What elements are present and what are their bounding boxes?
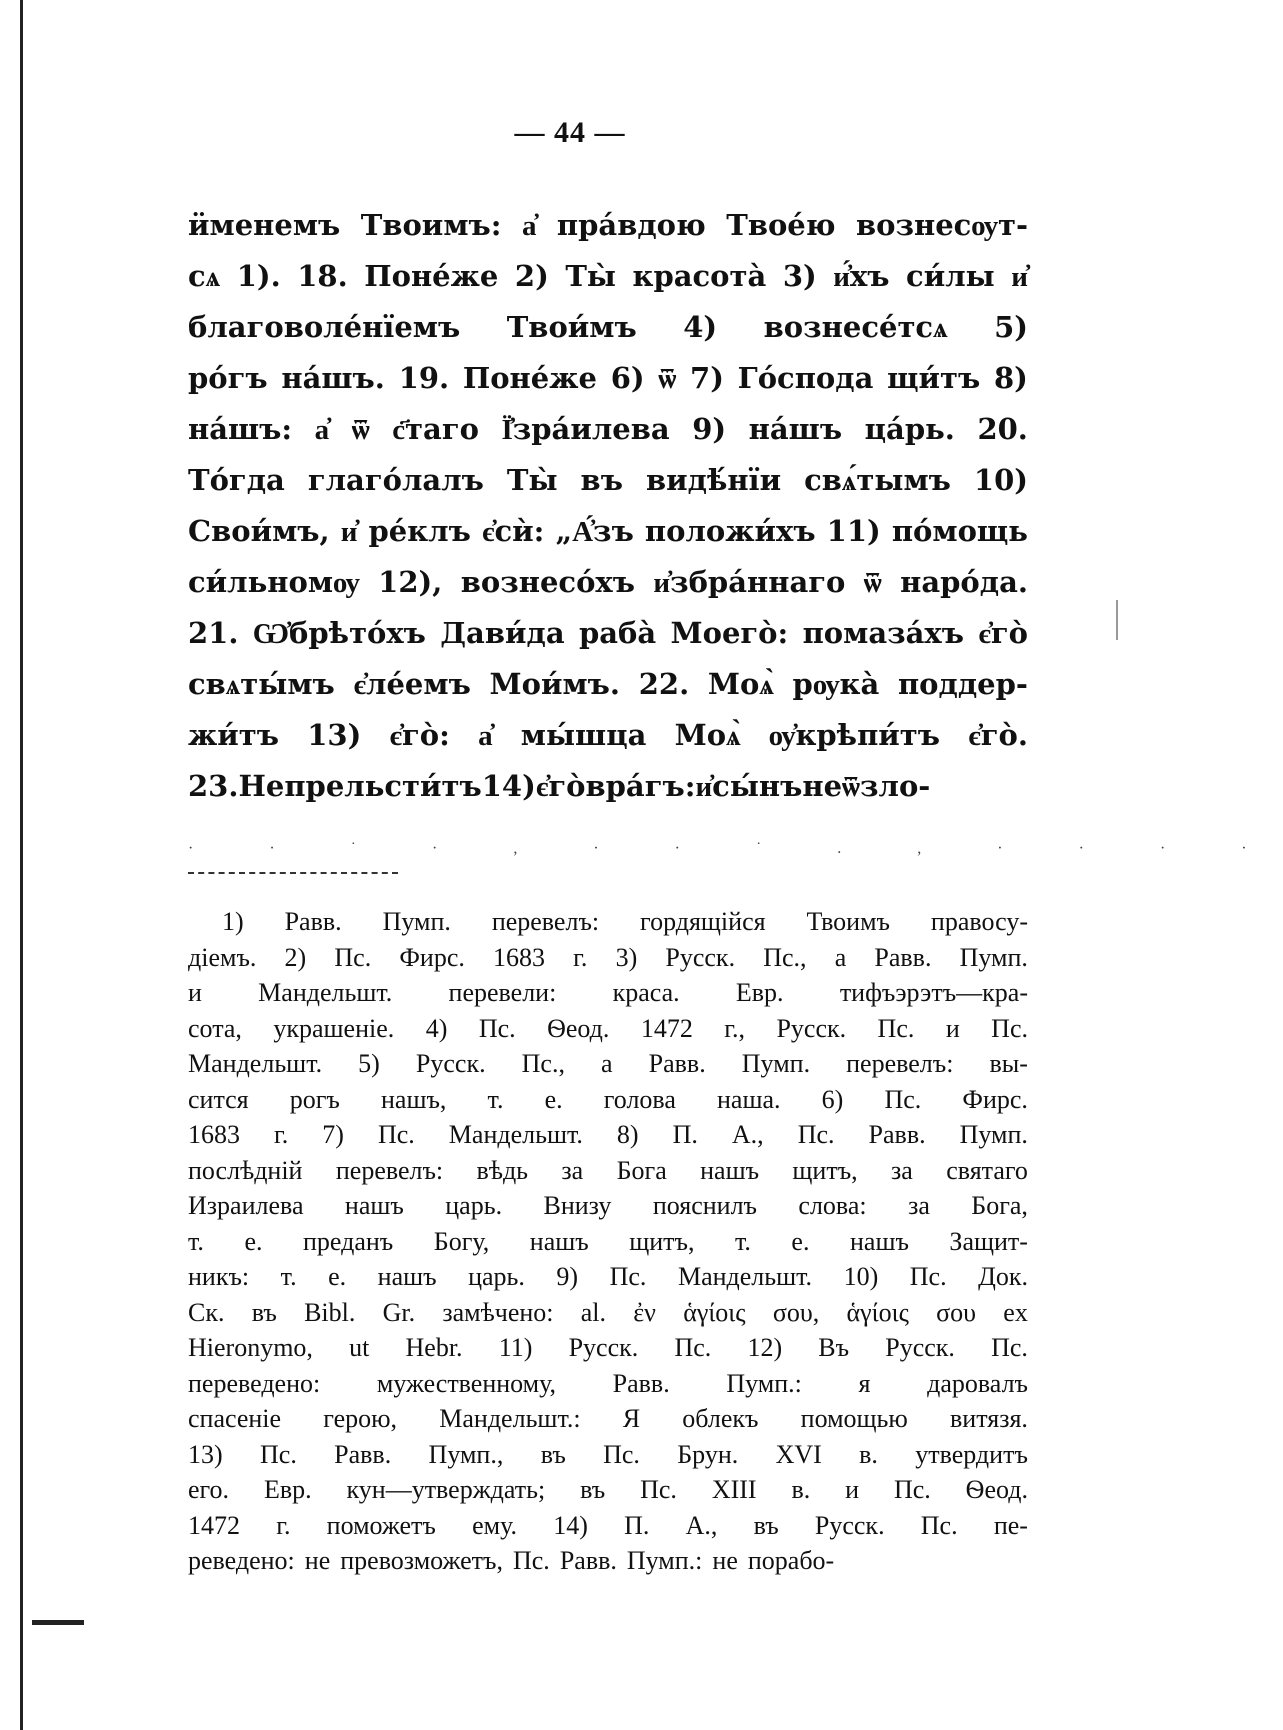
verse-line: То́гда глаго́лалъ Ты̀ въ видѣ́нїи свѧ́тымъ 10) bbox=[188, 463, 1028, 497]
verse-line: свѧты́мъ є҆ле́емъ Мои́мъ. 22. Моѧ̀ рѹка̀ поддер- bbox=[188, 667, 1028, 701]
footnote-line: послѣдній перевелъ: вѣдь за Бога нашъ щитъ, за святаго bbox=[188, 1155, 1028, 1185]
footnote-line: и Мандельшт. перевели: краса. Евр. тифъэрэтъ—кра- bbox=[188, 978, 1028, 1007]
verse-line: си́льномѹ 12), вознесо́хъ и҆збра́ннаго ѿ наро́да. bbox=[188, 565, 1028, 599]
verse-line: 23. Не прельсти́тъ 14) є҆го̀ вра́гъ: и҆ сы́нъ не ѿзло- bbox=[188, 769, 931, 803]
verse-line: 21. Ѡ҆брѣто́хъ Дави́да раба̀ Моего̀: помаза́хъ є҆го̀ bbox=[188, 616, 1028, 650]
scan-edge-mark bbox=[32, 1620, 84, 1625]
footnote-line: сота, украшеніе. 4) Пс. Ѳеод. 1472 г., Русск. Пс. и Пс. bbox=[188, 1013, 1028, 1043]
footnote-line: 1) Равв. Пумп. перевелъ: гордящійся Твоимъ правосу- bbox=[222, 907, 1028, 936]
verse-line: Свои́мъ, и҆ ре́клъ є҆сѝ: „А҆́зъ положи́хъ 11) по́мощь bbox=[188, 514, 1028, 548]
footnote-line: переведено: мужественному, Равв. Пумп.: я даровалъ bbox=[188, 1368, 1028, 1398]
footnote-line: 13) Пс. Равв. Пумп., въ Пс. Брун. XVI в. утвердитъ bbox=[188, 1439, 1028, 1469]
footnote-line: Израилева нашъ царь. Внизу пояснилъ слова: за Бога, bbox=[188, 1191, 1028, 1220]
verse-line: ӥменемъ Твоимъ: а҆ пра́вдою Твое́ю вознесѹт- bbox=[188, 208, 1028, 242]
footnote-line: т. е. преданъ Богу, нашъ щитъ, т. е. нашъ Защит- bbox=[188, 1226, 1028, 1256]
page-number: — 44 — bbox=[514, 116, 626, 149]
footnote-line: Ск. въ Bibl. Gr. замѣчено: al. ἐν ἁγίοις σου, ἁγίοις σου ex bbox=[188, 1297, 1028, 1327]
footnote-line: спасеніе герою, Мандельшт.: Я облекъ помощью витязя. bbox=[188, 1404, 1028, 1433]
footnote-line: Hieronymo, ut Hebr. 11) Русск. Пс. 12) Въ Русск. Пс. bbox=[188, 1333, 1028, 1362]
footnote-line: діемъ. 2) Пс. Фирс. 1683 г. 3) Русск. Пс., а Равв. Пумп. bbox=[188, 942, 1028, 972]
verse-line: жи́тъ 13) є҆го̀: а҆ мы́шца Моѧ̀ ѹ҆крѣпи́тъ є҆го̀. bbox=[188, 718, 1028, 752]
footnote-line: реведено: не превозможетъ, Пс. Равв. Пумп.: не порабо- bbox=[188, 1546, 835, 1575]
footnote-line: сится рогъ нашъ, т. е. голова наша. 6) Пс. Фирс. bbox=[188, 1084, 1028, 1114]
footnotes-block bbox=[188, 904, 1028, 1579]
verse-line: ро́гъ на́шъ. 19. Поне́же 6) ѿ 7) Го́спода щи́тъ 8) bbox=[188, 361, 1028, 395]
verse-line: сѧ 1). 18. Поне́же 2) Ты̀ красота̀ 3) и҆́хъ си́лы и҆ bbox=[188, 259, 1028, 293]
footnote-line: его. Евр. кун—утверждать; въ Пс. XIII в. и Пс. Ѳеод. bbox=[188, 1475, 1028, 1504]
footnote-line: 1683 г. 7) Пс. Мандельшт. 8) П. А., Пс. Равв. Пумп. bbox=[188, 1120, 1028, 1149]
footnote-divider bbox=[188, 872, 398, 874]
scan-edge-tick bbox=[1116, 600, 1118, 640]
footnote-line: 1472 г. поможетъ ему. 14) П. А., въ Русск. Пс. пе- bbox=[188, 1510, 1028, 1540]
footnote-line: никъ: т. е. нашъ царь. 9) Пс. Мандельшт. 10) Пс. Док. bbox=[188, 1262, 1028, 1291]
church-slavonic-verse-block bbox=[188, 200, 1028, 812]
verse-line: благоволе́нїемъ Твои́мъ 4) вознесе́тсѧ 5) bbox=[188, 310, 1028, 344]
verse-line: на́шъ: а҆ ѿ с҃таго Ї҆зра́илева 9) на́шъ ца́рь. 20. bbox=[188, 412, 1028, 446]
footnote-line: Мандельшт. 5) Русск. Пс., а Равв. Пумп. перевелъ: вы- bbox=[188, 1049, 1028, 1078]
scan-edge-line bbox=[20, 0, 23, 1730]
print-noise-marks: · · ˙ · , · · ˙ . , · · · · bbox=[188, 840, 1283, 857]
